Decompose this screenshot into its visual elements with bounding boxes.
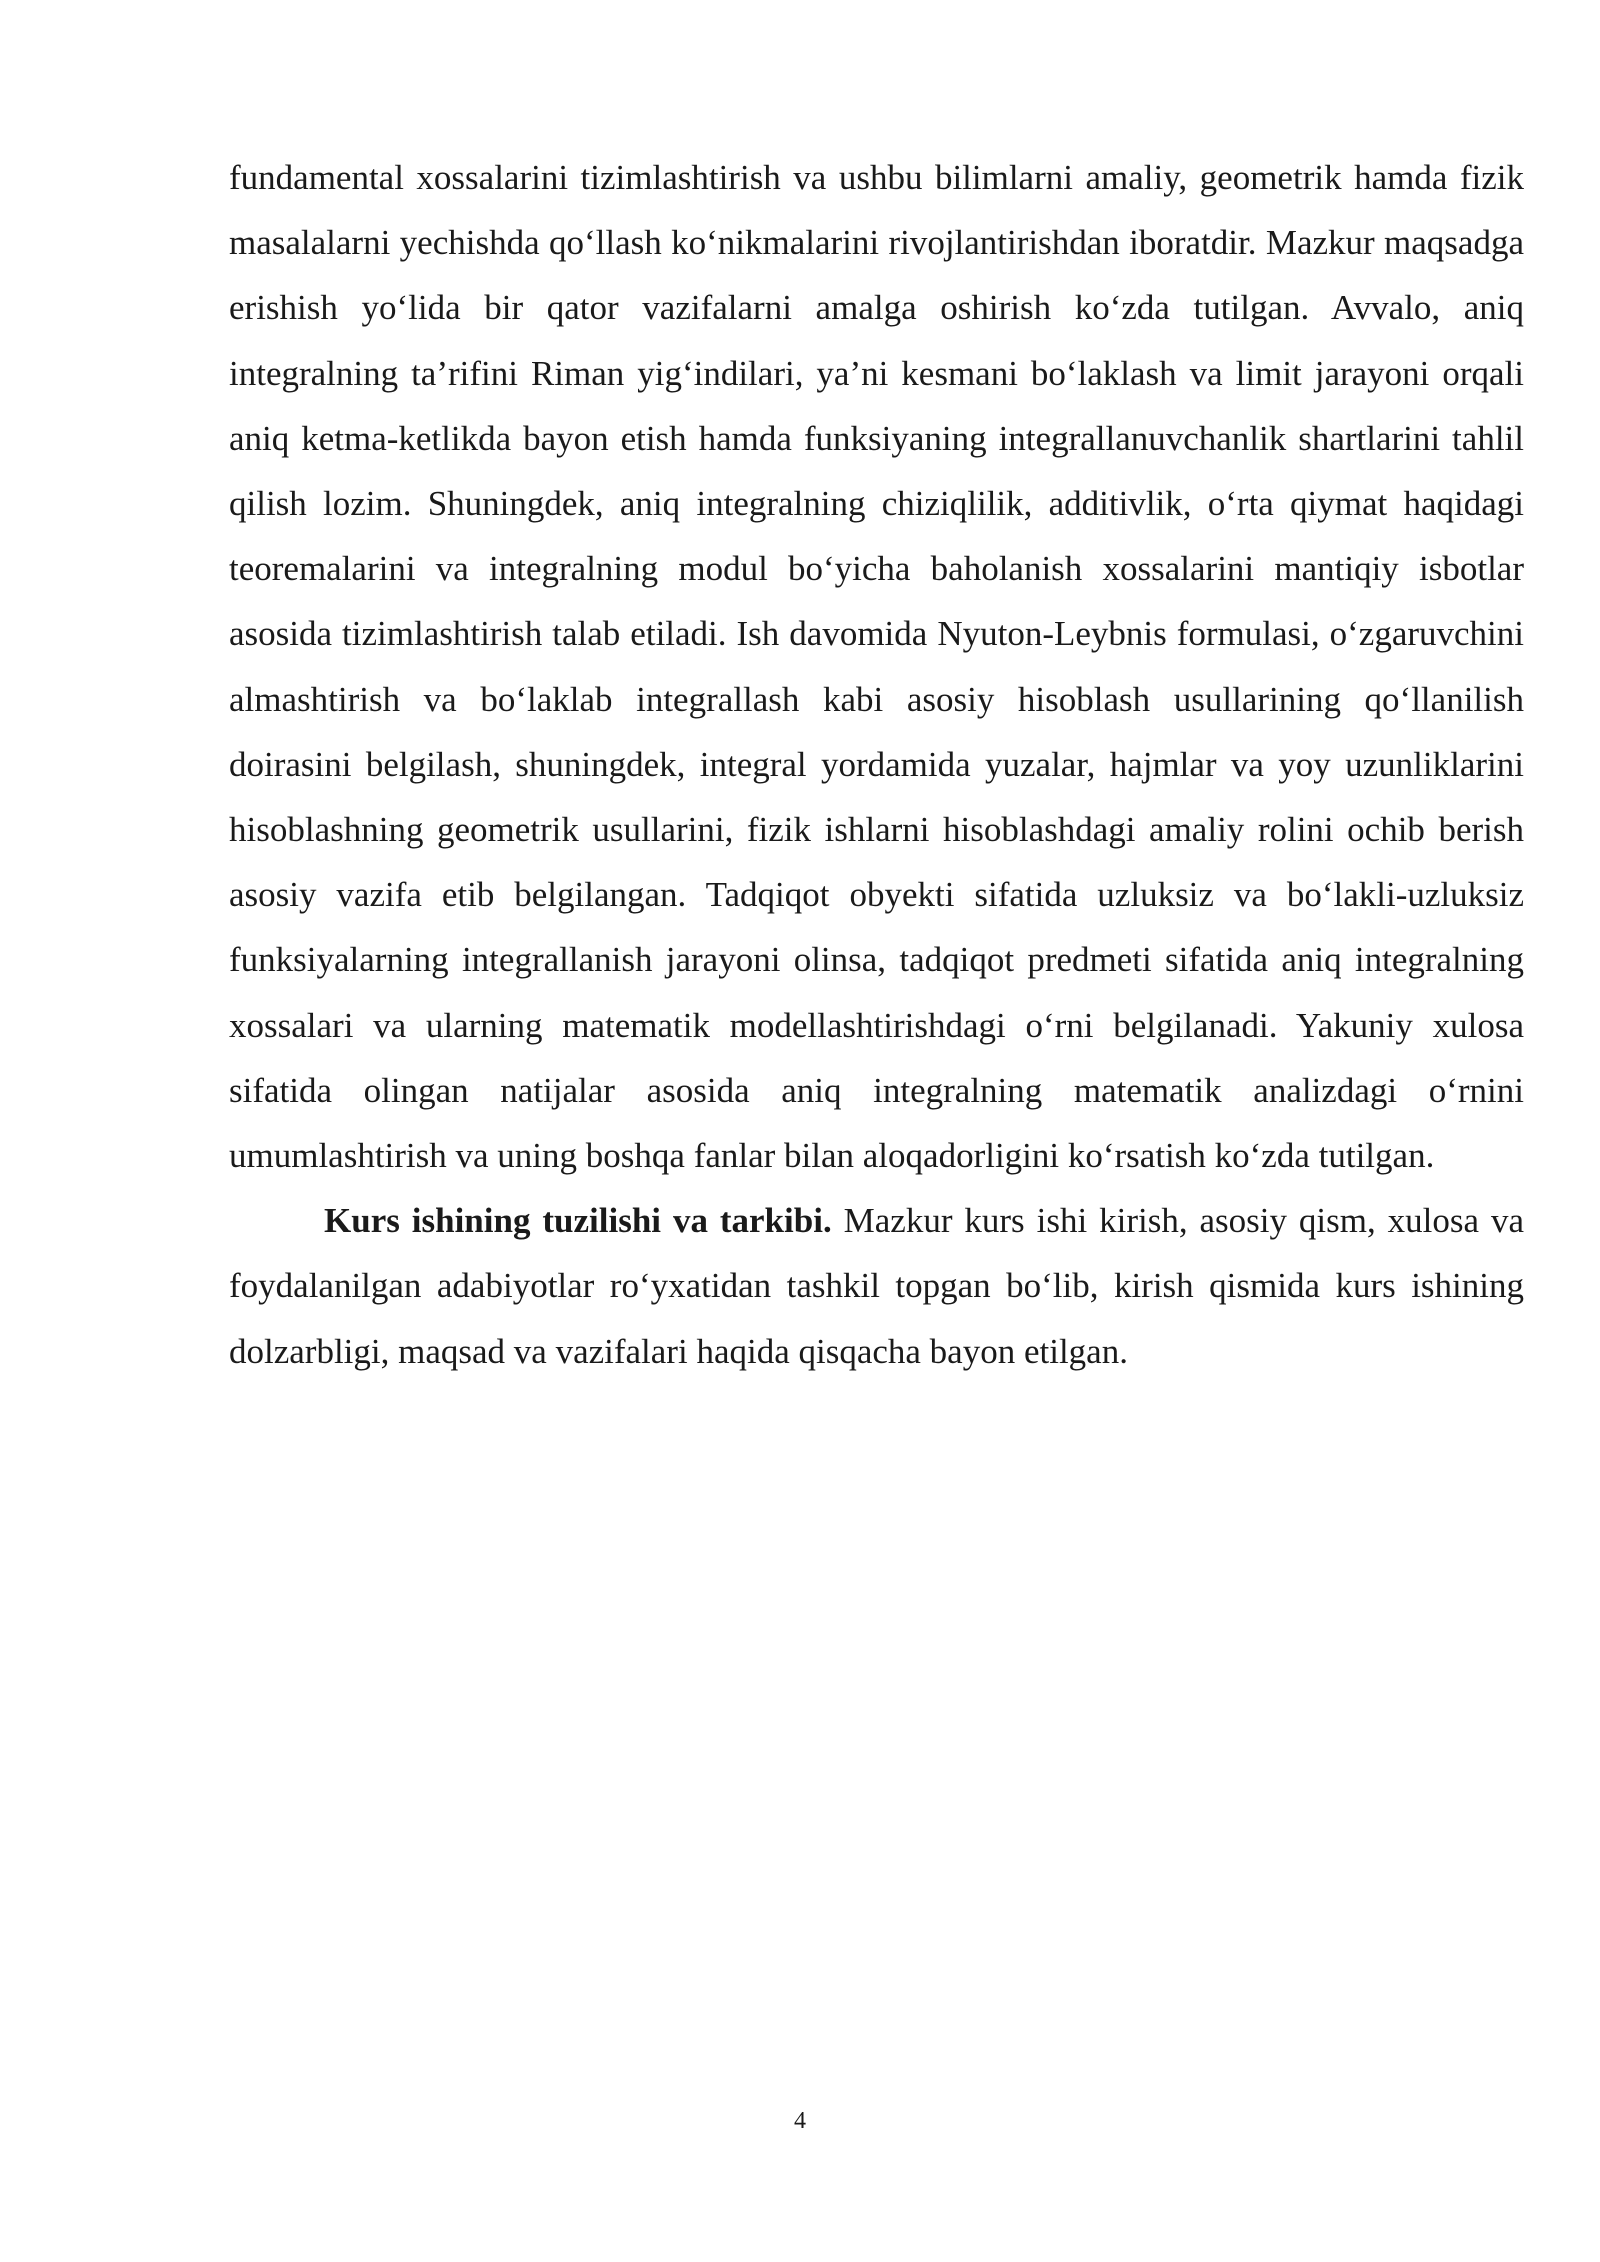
paragraph-structure: [229, 1188, 1524, 1384]
paragraph-structure-body: Mazkur kurs ishi kirish, asosiy qism, xulosa va foydalanilgan adabiyotlar ro‘yxatidan tashkil topgan bo‘lib, kirish qismida kurs ishining dolzarbligi, maqsad va vazifalari haqida qisqacha bayon etilgan.: [229, 1201, 1524, 1371]
section-lead-heading: Kurs ishining tuzilishi va tarkibi.: [324, 1201, 832, 1241]
page-number: 4: [794, 2108, 806, 2134]
body-text: [229, 145, 1524, 1384]
paragraph-objectives: fundamental xossalarini tizimlashtirish va ushbu bilimlarni amaliy, geometrik hamda fizik masalalarni yechishda qo‘llash ko‘nikmalarini rivojlantirishdan iboratdir. Mazkur maqsadga erishish yo‘lida bir qator vazifalarni amalga oshirish ko‘zda tutilgan. Avvalo, aniq integralning ta’rifini Riman yig‘indilari, ya’ni kesmani bo‘laklash va limit jarayoni orqali aniq ketma-ketlikda bayon etish hamda funksiyaning integrallanuvchanlik shartlarini tahlil qilish lozim. Shuningdek, aniq integralning chiziqlilik, additivlik, o‘rta qiymat haqidagi teoremalarini va integralning modul bo‘yicha baholanish xossalarini mantiqiy isbotlar asosida tizimlashtirish talab etiladi. Ish davomida Nyuton-Leybnis formulasi, o‘zgaruvchini almashtirish va bo‘laklab integrallash kabi asosiy hisoblash usullarining qo‘llanilish doirasini belgilash, shuningdek, integral yordamida yuzalar, hajmlar va yoy uzunliklarini hisoblashning geometrik usullarini, fizik ishlarni hisoblashdagi amaliy rolini ochib berish asosiy vazifa etib belgilangan. Tadqiqot obyekti sifatida uzluksiz va bo‘lakli-uzluksiz funksiyalarning integrallanish jarayoni olinsa, tadqiqot predmeti sifatida aniq integralning xossalari va ularning matematik modellashtirishdagi o‘rni belgilanadi. Yakuniy xulosa sifatida olingan natijalar asosida aniq integralning matematik analizdagi o‘rnini umumlashtirish va uning boshqa fanlar bilan aloqadorligini ko‘rsatish ko‘zda tutilgan.: [229, 158, 1524, 1176]
